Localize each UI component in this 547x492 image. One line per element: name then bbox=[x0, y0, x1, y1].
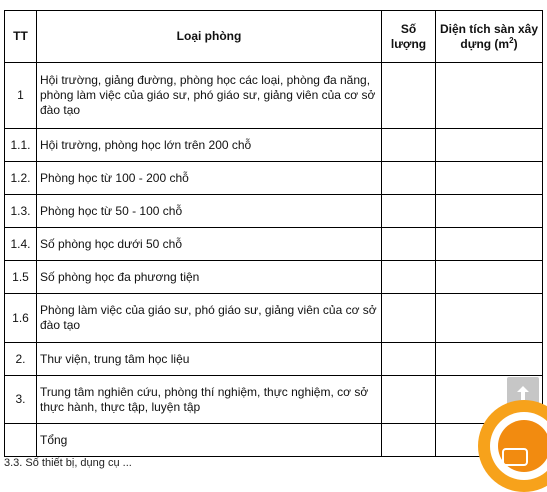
row-tt: 1.3. bbox=[5, 195, 37, 228]
header-loai-phong: Loại phòng bbox=[37, 11, 382, 63]
row-dien-tich-cell bbox=[436, 63, 543, 129]
row-tt: 3. bbox=[5, 376, 37, 424]
row-tt: 1.2. bbox=[5, 162, 37, 195]
table-row bbox=[5, 63, 543, 129]
row-dien-tich-cell bbox=[436, 195, 543, 228]
row-tt: 1.5 bbox=[5, 261, 37, 294]
row-so-luong-cell bbox=[382, 261, 436, 294]
header-dien-tich-suffix: ) bbox=[513, 36, 518, 51]
row-label: Trung tâm nghiên cứu, phòng thí nghiệm, thực nghiệm, cơ sở thực hành, thực tập, luyện tập bbox=[37, 376, 382, 424]
table-row bbox=[5, 261, 543, 294]
row-label: Phòng làm việc của giáo sư, phó giáo sư, giảng viên của cơ sở đào tạo bbox=[37, 294, 382, 343]
row-so-luong-cell bbox=[382, 228, 436, 261]
row-label: Hội trường, giảng đường, phòng học các loại, phòng đa năng, phòng làm việc của giáo sư, phó giáo sư, giảng viên của cơ sở đào tạo bbox=[37, 63, 382, 129]
table-row bbox=[5, 294, 543, 343]
header-tt: TT bbox=[5, 11, 37, 63]
row-tt: 1.1. bbox=[5, 129, 37, 162]
row-dien-tich-cell bbox=[436, 162, 543, 195]
row-label: Tổng bbox=[37, 424, 382, 457]
row-label: Số phòng học dưới 50 chỗ bbox=[37, 228, 382, 261]
row-dien-tich-cell bbox=[436, 228, 543, 261]
row-tt: 1.6 bbox=[5, 294, 37, 343]
table-header-row bbox=[5, 11, 543, 63]
row-so-luong-cell bbox=[382, 63, 436, 129]
row-tt: 1.4. bbox=[5, 228, 37, 261]
row-so-luong-cell bbox=[382, 343, 436, 376]
table-row bbox=[5, 228, 543, 261]
row-so-luong-cell bbox=[382, 376, 436, 424]
row-dien-tich-cell bbox=[436, 294, 543, 343]
section-heading-partial: 3.3. Số thiết bị, dụng cụ ... bbox=[4, 457, 132, 469]
row-so-luong-cell bbox=[382, 424, 436, 457]
table-row bbox=[5, 376, 543, 424]
row-tt: 2. bbox=[5, 343, 37, 376]
row-so-luong-cell bbox=[382, 162, 436, 195]
row-label: Số phòng học đa phương tiện bbox=[37, 261, 382, 294]
table-row bbox=[5, 424, 543, 457]
row-so-luong-cell bbox=[382, 294, 436, 343]
row-so-luong-cell bbox=[382, 129, 436, 162]
row-tt bbox=[5, 424, 37, 457]
row-label: Thư viện, trung tâm học liệu bbox=[37, 343, 382, 376]
row-label: Phòng học từ 100 - 200 chỗ bbox=[37, 162, 382, 195]
row-label: Phòng học từ 50 - 100 chỗ bbox=[37, 195, 382, 228]
row-dien-tich-cell bbox=[436, 261, 543, 294]
room-table-container bbox=[4, 10, 543, 457]
table-row bbox=[5, 343, 543, 376]
header-dien-tich-text: Diện tích sàn xây dựng (m bbox=[439, 21, 539, 51]
row-tt: 1 bbox=[5, 63, 37, 129]
chat-icon bbox=[502, 448, 528, 466]
header-dien-tich bbox=[436, 11, 543, 63]
row-so-luong-cell bbox=[382, 195, 436, 228]
row-label: Hội trường, phòng học lớn trên 200 chỗ bbox=[37, 129, 382, 162]
row-dien-tich-cell bbox=[436, 343, 543, 376]
row-dien-tich-cell bbox=[436, 129, 543, 162]
table-row bbox=[5, 195, 543, 228]
header-dien-tich-sup: 2 bbox=[509, 35, 514, 45]
table-row bbox=[5, 162, 543, 195]
room-table bbox=[4, 10, 543, 457]
header-so-luong: Số lượng bbox=[382, 11, 436, 63]
table-row bbox=[5, 129, 543, 162]
